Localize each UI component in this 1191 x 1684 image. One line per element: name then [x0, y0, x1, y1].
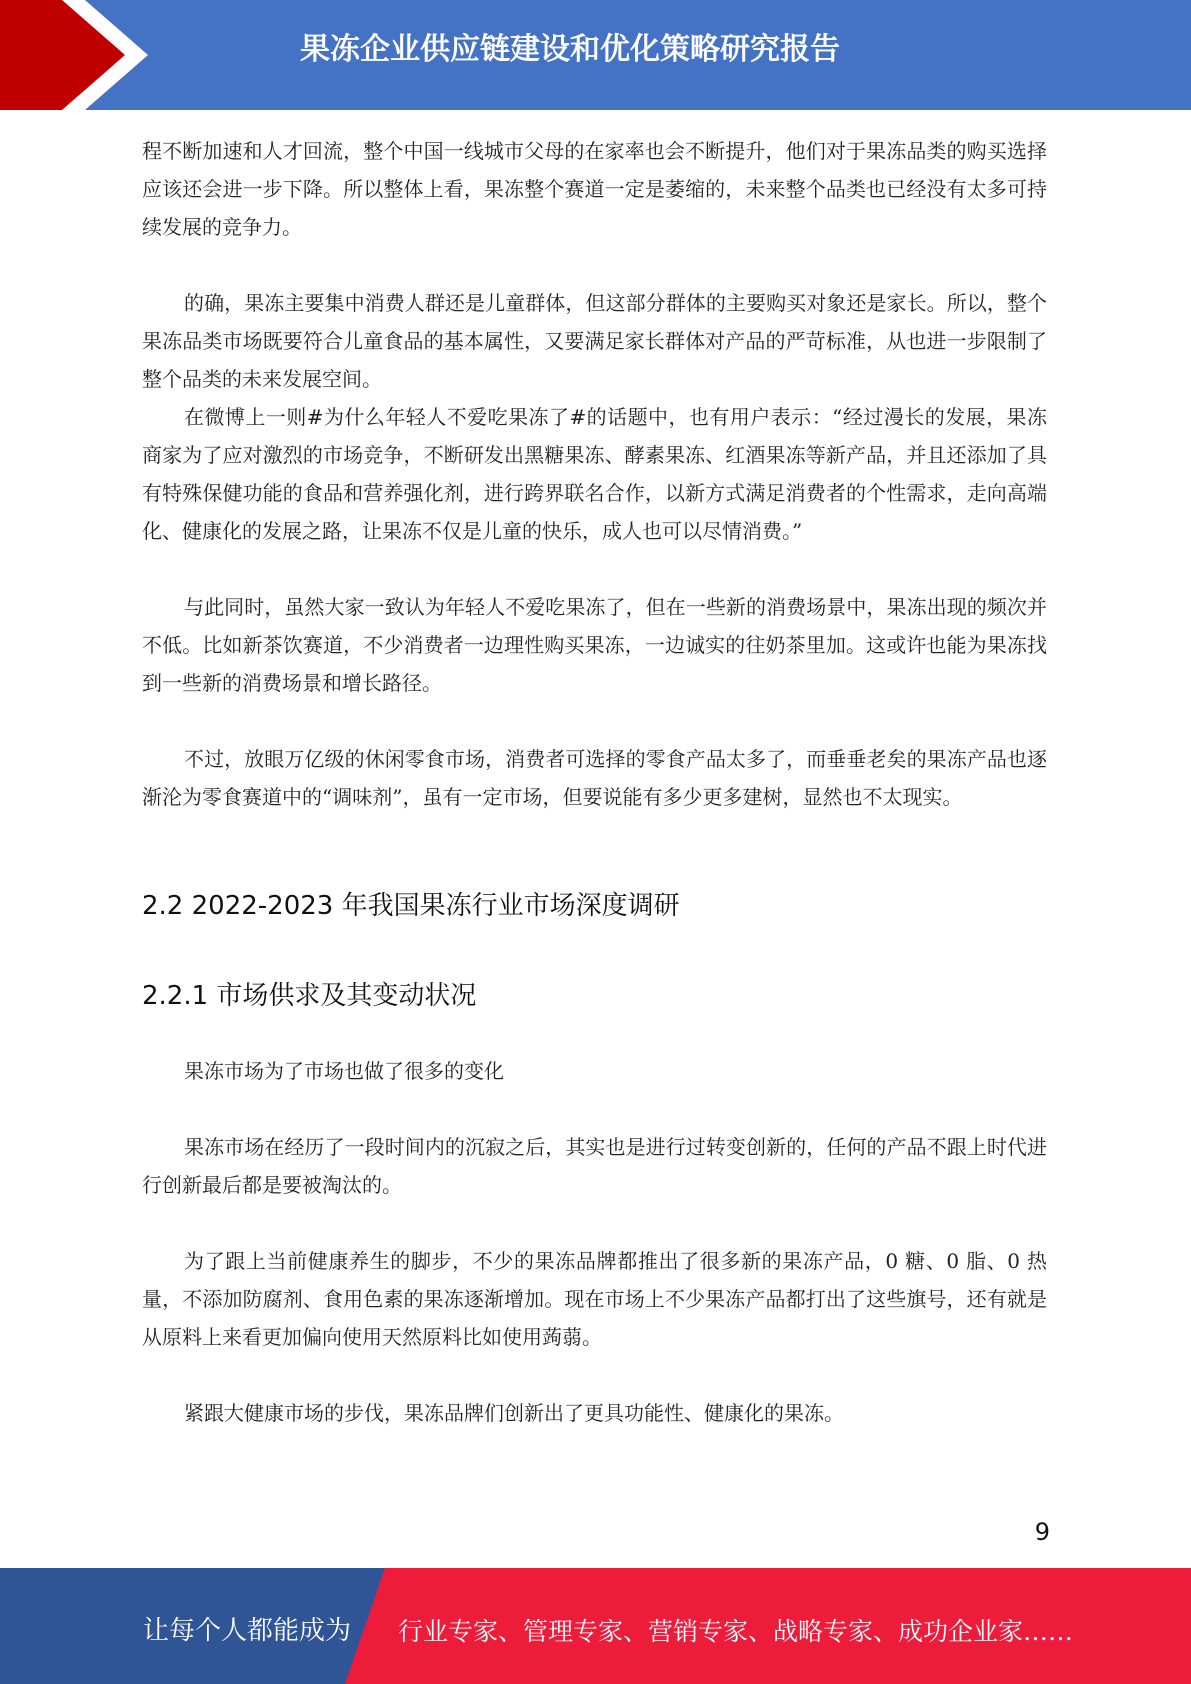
subsection-heading-2-2-1: 2.2.1 市场供求及其变动状况 — [142, 981, 477, 1011]
footer-slogan-left: 让每个人都能成为 — [143, 1616, 352, 1646]
page-header — [0, 0, 1191, 110]
section-heading-2-2: 2.2 2022-2023 年我国果冻行业市场深度调研 — [142, 891, 680, 921]
paragraph-5: 不过，放眼万亿级的休闲零食市场，消费者可选择的零食产品太多了，而垂垂老矣的果冻产品也逐渐沦为零食赛道中的“调味剂”，虽有一定市场，但要说能有多少更多建树，显然也不太现实。 — [142, 747, 1047, 809]
paragraph-7: 果冻市场在经历了一段时间内的沉寂之后，其实也是进行过转变创新的，任何的产品不跟上时代进行创新最后都是要被淘汰的。 — [142, 1135, 1047, 1197]
paragraph-8: 为了跟上当前健康养生的脚步，不少的果冻品牌都推出了很多新的果冻产品，0 糖、0 脂、0 热量，不添加防腐剂、食用色素的果冻逐渐增加。现在市场上不少果冻产品都打出了这些旗号，还有就是从原料上来看更加偏向使用天然原料比如使用蒟蒻。 — [142, 1249, 1047, 1349]
paragraph-4: 与此同时，虽然大家一致认为年轻人不爱吃果冻了，但在一些新的消费场景中，果冻出现的频次并不低。比如新茶饮赛道，不少消费者一边理性购买果冻，一边诚实的往奶茶里加。这或许也能为果冻找到一些新的消费场景和增长路径。 — [142, 595, 1047, 695]
paragraph-2: 的确，果冻主要集中消费人群还是儿童群体，但这部分群体的主要购买对象还是家长。所以，整个果冻品类市场既要符合儿童食品的基本属性，又要满足家长群体对产品的严苛标准，从也进一步限制了整个品类的未来发展空间。 — [142, 291, 1047, 391]
page-footer — [0, 1568, 1191, 1684]
page-body — [142, 132, 1047, 1432]
page-number: 9 — [1034, 1518, 1050, 1546]
paragraph-6: 果冻市场为了市场也做了很多的变化 — [184, 1059, 504, 1083]
footer-slogan-right: 行业专家、管理专家、营销专家、战略专家、成功企业家…… — [398, 1617, 1074, 1646]
report-title: 果冻企业供应链建设和优化策略研究报告 — [300, 32, 840, 67]
paragraph-1: 程不断加速和人才回流，整个中国一线城市父母的在家率也会不断提升，他们对于果冻品类的购买选择应该还会进一步下降。所以整体上看，果冻整个赛道一定是萎缩的，未来整个品类也已经没有太多可持续发展的竞争力。 — [142, 139, 1047, 239]
paragraph-9: 紧跟大健康市场的步伐，果冻品牌们创新出了更具功能性、健康化的果冻。 — [184, 1401, 844, 1425]
paragraph-3: 在微博上一则#为什么年轻人不爱吃果冻了#的话题中，也有用户表示：“经过漫长的发展，果冻商家为了应对激烈的市场竞争，不断研发出黑糖果冻、酵素果冻、红酒果冻等新产品，并且还添加了具有特殊保健功能的食品和营养强化剂，进行跨界联名合作，以新方式满足消费者的个性需求，走向高端化、健康化的发展之路，让果冻不仅是儿童的快乐，成人也可以尽情消费。” — [142, 405, 1047, 543]
